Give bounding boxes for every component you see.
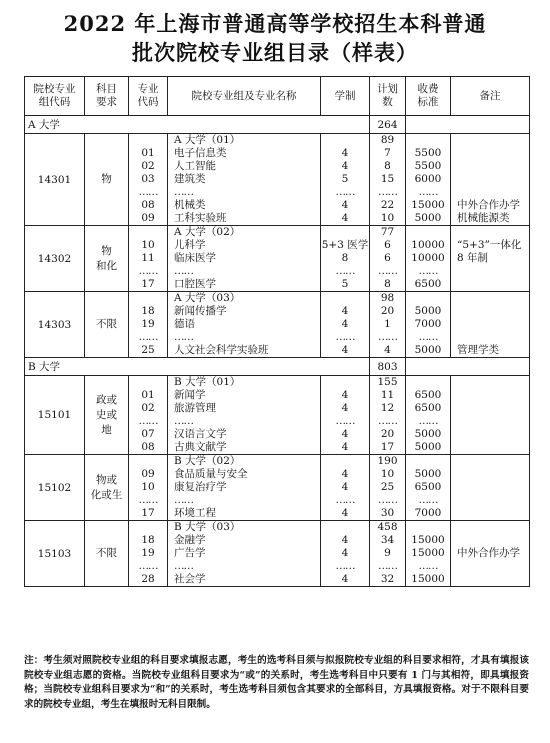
plan-count: 8 (384, 160, 391, 172)
subject-requirement-line: 地 (101, 423, 112, 436)
duration-cell (321, 134, 370, 226)
major-code-cell (129, 376, 168, 455)
header-plan: 计划 数 (370, 77, 406, 116)
major-name: 新闻学 (174, 389, 206, 401)
group-row (25, 134, 530, 226)
major-name: 食品质量与安全 (174, 468, 248, 480)
major-code: 10 (141, 481, 155, 493)
school-row (25, 116, 530, 134)
major-code: 08 (141, 441, 155, 453)
remark (451, 534, 529, 547)
school-name: B 大学 (25, 358, 370, 376)
duration: 4 (341, 344, 349, 356)
major-name: B 大学（03） (174, 521, 241, 533)
fee: 5000 (414, 428, 442, 440)
major-name: 临床医学 (174, 252, 216, 264)
duration: 4 (341, 534, 349, 546)
header-group-code: 院校专业 组代码 (25, 77, 85, 116)
duration: 4 (341, 199, 349, 211)
duration: …… (335, 415, 355, 427)
major-name: 旅游管理 (174, 402, 216, 414)
duration: 8 (341, 252, 349, 264)
group-row (25, 376, 530, 455)
remark (451, 186, 529, 199)
fee: 6500 (414, 389, 442, 401)
remark (451, 278, 529, 291)
fee-cell (406, 455, 451, 521)
major-name: 环境工程 (174, 507, 216, 519)
duration (321, 455, 369, 468)
major-code: …… (138, 186, 158, 198)
remark (451, 305, 529, 318)
plan-count: 155 (377, 376, 398, 388)
major-code: 07 (141, 428, 155, 440)
remark (451, 226, 529, 239)
major-name: 德语 (174, 318, 195, 330)
duration: …… (335, 331, 355, 343)
group-code: 15102 (25, 455, 85, 521)
remark (451, 134, 529, 147)
duration: 4 (341, 547, 349, 559)
fee (406, 226, 450, 239)
major-code-cell (129, 455, 168, 521)
major-code: 01 (141, 389, 155, 401)
major-code: …… (138, 494, 158, 506)
major-code: 18 (141, 305, 155, 317)
subject-requirement (85, 376, 129, 455)
major-code: 17 (141, 507, 155, 519)
remark-cell (451, 376, 530, 455)
major-code: 02 (141, 402, 155, 414)
remark-cell (451, 292, 530, 358)
fee: 5000 (414, 212, 442, 224)
subject-requirement (85, 134, 129, 226)
fee: 5500 (414, 147, 442, 159)
duration: …… (335, 186, 355, 198)
duration (321, 376, 369, 389)
remark-cell (451, 226, 530, 292)
fee: …… (418, 494, 438, 506)
plan-count: 458 (377, 521, 398, 533)
major-name: 建筑类 (174, 173, 206, 185)
duration: 4 (341, 160, 349, 172)
subject-requirement-line: 物 (101, 244, 112, 257)
subject-requirement-line: 和化 (96, 259, 117, 272)
remark (451, 331, 529, 344)
fee: 6500 (414, 481, 442, 493)
remark (451, 389, 529, 402)
remark (451, 376, 529, 389)
group-row (25, 292, 530, 358)
fee: 5000 (414, 441, 442, 453)
fee: 5000 (414, 468, 442, 480)
duration: 4 (341, 318, 349, 330)
major-name: 广告学 (174, 547, 206, 559)
plan-count: 15 (380, 173, 395, 185)
duration: 4 (341, 212, 349, 224)
major-code: 02 (141, 160, 155, 172)
remark: 管理学类 (457, 344, 499, 356)
page-subtitle: 批次院校专业组目录（样表） (132, 40, 418, 65)
page-title: 2022 年上海市普通高等学校招生本科普通 (63, 11, 487, 36)
fee: 15000 (411, 534, 445, 546)
plan-count: 30 (380, 507, 395, 519)
fee (406, 134, 450, 147)
remark (451, 468, 529, 481)
duration-cell (321, 521, 370, 587)
fee: 15000 (411, 199, 445, 211)
duration-cell (321, 455, 370, 521)
plan-count: 77 (380, 226, 395, 238)
subject-requirement-line: 史或 (96, 408, 117, 421)
group-code: 14303 (25, 292, 85, 358)
major-code (129, 521, 167, 534)
major-name: 电子信息类 (174, 147, 227, 159)
major-code: 08 (141, 199, 155, 211)
plan-count-cell (370, 226, 406, 292)
remark (451, 428, 529, 441)
duration: …… (335, 494, 355, 506)
duration: …… (335, 560, 355, 572)
fee: 15000 (411, 547, 445, 559)
duration: 4 (341, 402, 349, 414)
duration: 4 (341, 573, 349, 585)
duration (321, 226, 369, 239)
group-row (25, 455, 530, 521)
remark: 中外合作办学 (457, 199, 520, 211)
header-row (25, 77, 530, 116)
major-name-cell (168, 376, 321, 455)
school-name: A 大学 (25, 116, 370, 134)
fee: …… (418, 560, 438, 572)
subject-requirement (85, 455, 129, 521)
plan-count: 8 (384, 278, 391, 290)
plan-count-cell (370, 455, 406, 521)
remark (451, 573, 529, 586)
fee: 5500 (414, 160, 442, 172)
fee: 7000 (414, 318, 442, 330)
plan-count: 6 (384, 252, 391, 264)
major-name-cell (168, 521, 321, 587)
fee: …… (418, 415, 438, 427)
subject-requirement (85, 226, 129, 292)
subject-requirement (85, 292, 129, 358)
plan-count: 89 (380, 134, 395, 146)
plan-count-cell (370, 134, 406, 226)
major-code (129, 376, 167, 389)
plan-count: 10 (380, 212, 395, 224)
group-row (25, 521, 530, 587)
major-name-cell (168, 226, 321, 292)
remark: 中外合作办学 (457, 547, 520, 559)
fee: 10000 (411, 252, 445, 264)
major-name: 机械类 (174, 199, 206, 211)
header-duration: 学制 (321, 77, 370, 116)
plan-count: 7 (384, 147, 391, 159)
duration: 4 (341, 468, 349, 480)
plan-count: …… (378, 186, 397, 198)
plan-count: 32 (380, 573, 395, 585)
remark (451, 507, 529, 520)
duration: 5+3 医学 (321, 239, 369, 251)
header-subject-req: 科目 要求 (85, 77, 129, 116)
remark (451, 318, 529, 331)
fee: 5000 (414, 344, 442, 356)
major-code-cell (129, 134, 168, 226)
remark-cell (451, 521, 530, 587)
duration: 4 (341, 428, 349, 440)
plan-count-cell (370, 376, 406, 455)
plan-count: 22 (380, 199, 395, 211)
plan-count: 17 (380, 441, 395, 453)
major-code: …… (138, 265, 158, 277)
fee (406, 521, 450, 534)
fee: 6500 (414, 402, 442, 414)
duration: 4 (341, 507, 349, 519)
plan-count-cell (370, 292, 406, 358)
major-name: 古典文献学 (174, 441, 227, 453)
fee: …… (418, 186, 438, 198)
group-row (25, 226, 530, 292)
major-code: 19 (141, 318, 155, 330)
major-name: A 大学（02） (174, 226, 241, 238)
plan-count: 11 (380, 389, 395, 401)
duration (321, 521, 369, 534)
remark (451, 560, 529, 573)
school-plan: 803 (370, 358, 406, 376)
major-code: 10 (141, 239, 155, 251)
school-plan: 264 (370, 116, 406, 134)
plan-count: …… (378, 560, 397, 572)
major-code: 25 (141, 344, 155, 356)
remark (451, 415, 529, 428)
plan-count: 9 (384, 547, 391, 559)
plan-count-cell (370, 521, 406, 587)
plan-count: 6 (384, 239, 391, 251)
duration: 5 (341, 278, 349, 290)
fee (406, 455, 450, 468)
subject-requirement-line: 不限 (96, 547, 117, 559)
remark (451, 494, 529, 507)
major-code-cell (129, 521, 168, 587)
duration: 4 (341, 389, 349, 401)
major-code-cell (129, 226, 168, 292)
major-name: …… (174, 331, 193, 343)
remark (451, 441, 529, 454)
remark (451, 292, 529, 305)
header-name: 院校专业组及专业名称 (168, 77, 321, 116)
subject-requirement-line: 不限 (96, 318, 117, 330)
remark (451, 521, 529, 534)
remark-cell (451, 455, 530, 521)
remark (451, 160, 529, 173)
remark: 机械能源类 (457, 212, 510, 224)
fee: 15000 (411, 573, 445, 585)
duration: 4 (341, 481, 349, 493)
subject-requirement-line: 物 (101, 173, 112, 185)
major-name: A 大学（01） (174, 134, 241, 146)
plan-count: 20 (380, 305, 395, 317)
fee-cell (406, 292, 451, 358)
fee: …… (418, 265, 438, 277)
major-code: 18 (141, 534, 155, 546)
plan-count: …… (378, 331, 397, 343)
major-name: B 大学（01） (174, 376, 241, 388)
major-code: 09 (141, 212, 155, 224)
fee: 5000 (414, 305, 442, 317)
school-row (25, 358, 530, 376)
major-name-cell (168, 292, 321, 358)
major-name: B 大学（02） (174, 455, 241, 467)
major-name-cell (168, 134, 321, 226)
catalog-table (24, 76, 530, 587)
duration (321, 134, 369, 147)
major-name: 新闻传播学 (174, 305, 227, 317)
plan-count: 1 (384, 318, 391, 330)
remark: 8 年制 (457, 252, 489, 264)
plan-count: 10 (380, 468, 395, 480)
subject-requirement-line: 化或生 (90, 488, 123, 501)
major-name-cell (168, 455, 321, 521)
remark (451, 147, 529, 160)
major-name: 口腔医学 (174, 278, 216, 290)
major-name: …… (174, 186, 193, 198)
group-code: 15101 (25, 376, 85, 455)
plan-count: 4 (384, 344, 391, 356)
major-code: 19 (141, 547, 155, 559)
plan-count: 20 (380, 428, 395, 440)
major-code: 28 (141, 573, 155, 585)
major-name: 儿科学 (174, 239, 206, 251)
plan-count: 25 (380, 481, 395, 493)
major-name: …… (174, 560, 193, 572)
header-fee: 收费 标准 (406, 77, 451, 116)
fee-cell (406, 134, 451, 226)
remark-cell (451, 134, 530, 226)
fee: …… (418, 331, 438, 343)
fee (406, 292, 450, 305)
fee: 7000 (414, 507, 442, 519)
duration-cell (321, 226, 370, 292)
major-code: 09 (141, 468, 155, 480)
major-name: …… (174, 415, 193, 427)
major-name: 人文社会科学实验班 (174, 344, 269, 356)
major-code (129, 455, 167, 468)
duration-cell (321, 376, 370, 455)
remark (451, 265, 529, 278)
footnote: 注：考生须对照院校专业组的科目要求填报志愿，考生的选考科目须与拟报院校专业组的科目要求相符，才具有填报该院校专业组志愿的资格。当院校专业组科目要求为“或”的关系时，考生选考科目中只要有 1 门与其相符，即具填报资格；当院校专业组科目要求为“和”的关系时，考生选考科目须包含其要求的全部科目，方具填报资格。对于不限科目要求的院校专业组，考生在填报时无科目限制。 (24, 655, 529, 710)
header-remark: 备注 (451, 77, 530, 116)
remark (451, 481, 529, 494)
duration: …… (335, 265, 355, 277)
major-code: 03 (141, 173, 155, 185)
duration: 4 (341, 441, 349, 453)
major-name: 汉语言文学 (174, 428, 227, 440)
major-code (129, 226, 167, 239)
subject-requirement-line: 政或 (96, 393, 117, 406)
remark (451, 402, 529, 415)
major-name: 康复治疗学 (174, 481, 227, 493)
major-code (129, 134, 167, 147)
major-name: 人工智能 (174, 160, 216, 172)
fee-cell (406, 226, 451, 292)
major-code: 11 (141, 252, 155, 264)
duration (321, 292, 369, 305)
group-code: 14302 (25, 226, 85, 292)
major-code: …… (138, 560, 158, 572)
major-code-cell (129, 292, 168, 358)
major-code: …… (138, 331, 158, 343)
remark: “5+3”一体化 (457, 239, 522, 251)
school-filler (406, 358, 530, 376)
plan-count: …… (378, 415, 397, 427)
fee (406, 376, 450, 389)
fee: 6000 (414, 173, 442, 185)
plan-count: …… (378, 265, 397, 277)
duration-cell (321, 292, 370, 358)
major-name: A 大学（03） (174, 292, 241, 304)
fee-cell (406, 521, 451, 587)
plan-count: 98 (380, 292, 395, 304)
header-major-code: 专业 代码 (129, 77, 168, 116)
group-code: 15103 (25, 521, 85, 587)
plan-count: 12 (380, 402, 395, 414)
remark (451, 455, 529, 468)
fee: 6500 (414, 278, 442, 290)
plan-count: 34 (380, 534, 395, 546)
major-code: 17 (141, 278, 155, 290)
school-filler (406, 116, 530, 134)
major-code (129, 292, 167, 305)
duration: 4 (341, 305, 349, 317)
plan-count: 190 (377, 455, 398, 467)
major-name: 工科实验班 (174, 212, 227, 224)
remark (451, 173, 529, 186)
group-code: 14301 (25, 134, 85, 226)
major-name: …… (174, 494, 193, 506)
major-name: 社会学 (174, 573, 206, 585)
plan-count: …… (378, 494, 397, 506)
subject-requirement-line: 物或 (96, 473, 117, 486)
major-name: …… (174, 265, 193, 277)
duration: 4 (341, 147, 349, 159)
major-code: 01 (141, 147, 155, 159)
fee-cell (406, 376, 451, 455)
subject-requirement (85, 521, 129, 587)
major-code: …… (138, 415, 158, 427)
fee: 10000 (411, 239, 445, 251)
major-name: 金融学 (174, 534, 206, 546)
duration: 5 (341, 173, 349, 185)
